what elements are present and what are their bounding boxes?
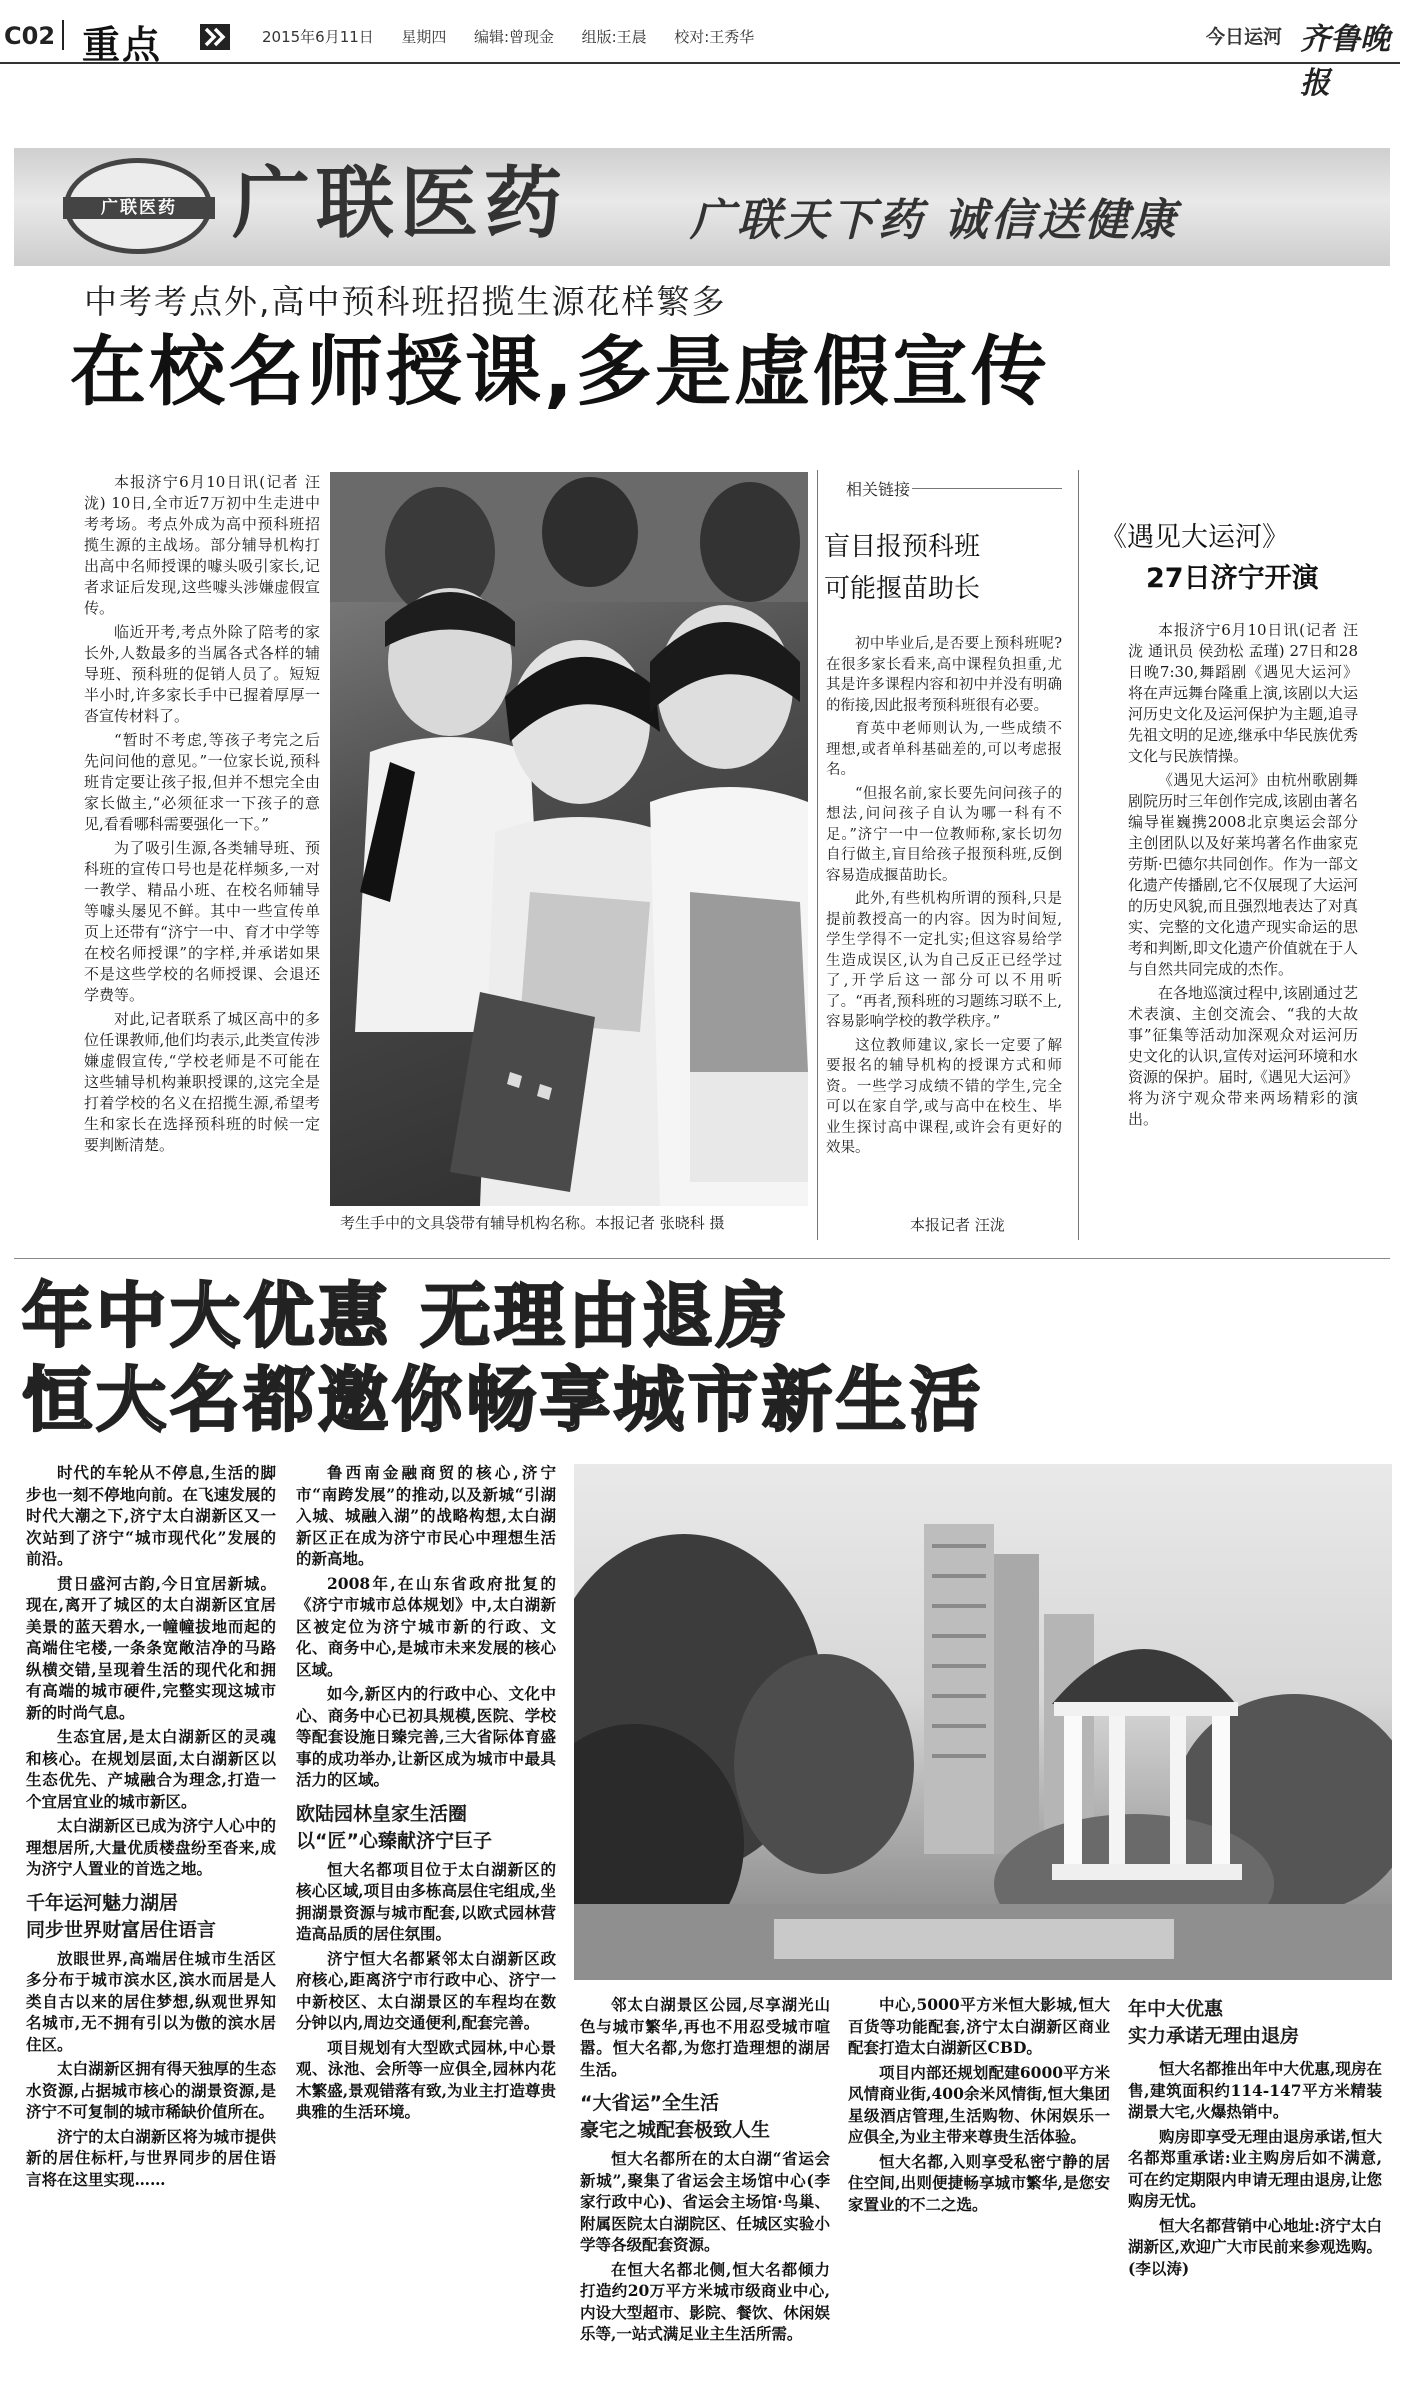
ad-paragraph: 生态宜居,是太白湖新区的灵魂和核心。在规划层面,太白湖新区以生态优先、产城融合为理念,打造一个宜居宜业的城市新区。 (26, 1727, 276, 1811)
ad-paragraph: 恒大名都推出年中大优惠,现房在售,建筑面积约114-147平方米精装湖景大宅,火爆热销中。 (1128, 2059, 1382, 2121)
ad-paragraph: 中心,5000平方米恒大影城,恒大百货等功能配套,济宁太白湖新区商业配套打造太白湖新区CBD。 (848, 1995, 1110, 2057)
related-tag: 相关链接 (846, 480, 911, 499)
main-photo-caption: 考生手中的文具袋带有辅导机构名称。本报记者 张晓科 摄 (340, 1214, 725, 1232)
ad-headline-2: 恒大名都邀你畅享城市新生活 (22, 1359, 984, 1441)
ad-paragraph: 时代的车轮从不停息,生活的脚步也一刻不停地向前。在飞速发展的时代大潮之下,济宁太白湖新区又一次站到了济宁“城市现代化”发展的前沿。 (26, 1463, 276, 1568)
main-paragraph: 临近开考,考点外除了陪考的家长外,人数最多的当属各式各样的辅导班、预科班的促销人员了。短短半小时,许多家长手中已握着厚厚一沓宣传材料了。 (84, 623, 320, 725)
paper-name: 齐鲁晚报 (1300, 22, 1390, 101)
main-paragraph: 本报济宁6月10日讯(记者 汪泷) 10日,全市近7万初中生走进中考考场。考点外成为高中预科班招揽生源的主战场。部分辅导机构打出高中名师授课的噱头吸引家长,记者求证后发现,这些噱头涉嫌虚假宣传。 (84, 473, 320, 617)
side-headline-2: 27日济宁开演 (1146, 563, 1319, 594)
issue-layout: 组版:王晨 (581, 28, 647, 46)
ad-promo-column (1128, 1994, 1382, 2364)
ad-paragraph: 恒大名都,入则享受私密宁静的居住空间,出则便捷畅享城市繁华,是您安家置业的不二之选。 (848, 2151, 1110, 2214)
ad-paragraph: 恒大名都项目位于太白湖新区的核心区域,项目由多栋高层住宅组成,坐拥湖景资源与城市配套,以欧式园林营造高品质的居住氛围。 (296, 1859, 556, 1943)
ad-paragraph: 邻太白湖景区公园,尽享湖光山色与城市繁华,再也不用忍受城市喧嚣。恒大名都,为您打造理想的湖居生活。 (580, 1995, 830, 2079)
ad-paragraph: 项目内部还规划配建6000平方米风情商业街,400余米风情街,恒大集团星级酒店管理,生活购物、休闲娱乐一应俱全,为业主带来尊贵生活体验。 (848, 2062, 1110, 2146)
main-paragraph: 为了吸引生源,各类辅导班、预科班的宣传口号也是花样频多,一对一教学、精品小班、在校名师辅导等噱头屡见不鲜。其中一些宣传单页上还带有“济宁一中、育才中学等在校名师授课”的字样,并承诺如果不是这些学校的名师授课、会退还学费等。 (84, 839, 320, 1004)
ad-column-1 (26, 1462, 276, 2362)
related-paragraph: “但报名前,家长要先问问孩子的想法,问问孩子自认为哪一科有不足。”济宁一中一位教师称,家长切勿自行做主,盲目给孩子报预科班,反倒容易造成揠苗助长。 (826, 785, 1062, 884)
brand-name: 广联医药 (232, 159, 569, 249)
ad-paragraph: 恒大名都营销中心地址:济宁太白湖新区,欢迎广大市民前来参观选购。(李以涛) (1128, 2215, 1382, 2278)
related-paragraph: 此外,有些机构所谓的预科,只是提前教授高一的内容。因为时间短,学生学得不一定扎实;但这容易给学生造成误区,认为自己反正已经学过了,开学后这一部分可以不用听了。“再者,预科班的习题练习联不上,容易影响学校的教学秩序。” (826, 891, 1062, 1030)
ad-paragraph: 购房即享受无理由退房承诺,恒大名都郑重承诺:业主购房后如不满意,可在约定期限内申请无理由退房,让您购房无忧。 (1128, 2126, 1382, 2210)
ad-column-3 (580, 1994, 830, 2364)
ad-paragraph: 太白湖新区已成为济宁人心中的理想居所,大量优质楼盘纷至沓来,成为济宁人置业的首选之地。 (26, 1816, 276, 1878)
related-headline-1: 盲目报预科班 (824, 532, 981, 562)
side-headline-1: 《遇见大运河》 (1100, 522, 1289, 553)
ad-column-4 (848, 1994, 1110, 2364)
ad-paragraph: 项目规划有大型欧式园林,中心景观、泳池、会所等一应俱全,园林内花木繁盛,景观错落有致,为业主打造尊贵典雅的生活环境。 (296, 2037, 556, 2121)
ad-paragraph: 贯日盛河古韵,今日宜居新城。现在,离开了城区的太白湖新区宜居美景的蓝天碧水,一幢幢拔地而起的高端住宅楼,一条条宽敞洁净的马路纵横交错,呈现着生活的现代化和拥有高端的城市硬件,完整实现这城市新的时尚气息。 (26, 1573, 276, 1722)
ad-column-2 (296, 1462, 556, 2362)
main-photo (330, 472, 808, 1206)
page-number: C02 (4, 22, 56, 50)
ad-paragraph: 放眼世界,高端居住城市生活区多分布于城市滨水区,滨水而居是人类自古以来的居住梦想,纵观世界知名城市,无不拥有引以为傲的滨水居住区。 (26, 1948, 276, 2054)
sponsor-banner (14, 148, 1390, 266)
ad-paragraph: 济宁的太白湖新区将为城市提供新的居住标杆,与世界同步的居住语言将在这里实现…… (26, 2126, 276, 2189)
ad-subhead-3a: “大省运”全生活 (580, 2092, 719, 2114)
issue-weekday: 星期四 (401, 28, 447, 46)
ad-subhead-3b: 豪宅之城配套极致人生 (580, 2119, 771, 2141)
ad-promo-subhead-a: 年中大优惠 (1128, 1998, 1224, 2020)
issue-editor: 编辑:曾现金 (473, 28, 555, 46)
ad-paragraph: 太白湖新区拥有得天独厚的生态水资源,占据城市核心的湖景资源,是济宁不可复制的城市稀缺价值所在。 (26, 2059, 276, 2121)
issue-date: 2015年6月11日 (262, 28, 374, 46)
ad-paragraph: 恒大名都所在的太白湖“省运会新城”,聚集了省运会主场馆中心(李家行政中心)、省运会主场馆·鸟巢、附属医院太白湖院区、任城区实验小学等各级配套资源。 (580, 2149, 830, 2254)
ad-subhead-2b: 以“匠”心臻献济宁巨子 (296, 1829, 492, 1852)
issue-proof: 校对:王秀华 (674, 28, 755, 46)
side-paragraph: 本报济宁6月10日讯(记者 汪泷 通讯员 侯劲松 孟瑾) 27日和28日晚7:30,舞蹈剧《遇见大运河》将在声远舞台隆重上演,该剧以大运河历史文化及运河保护为主题,追寻先祖文明的足迹,继承中华民族优秀文化与民族情操。 (1128, 621, 1358, 765)
section-arrow-icon (200, 24, 230, 50)
related-paragraph: 育英中老师则认为,一些成绩不理想,或者单科基础差的,可以考虑报名。 (826, 721, 1062, 778)
header-rule (0, 62, 1400, 64)
related-body (826, 634, 1062, 1228)
side-story-body (1128, 620, 1358, 1236)
ad-headline-1: 年中大优惠 无理由退房 (22, 1275, 791, 1357)
side-paragraph: 在各地巡演过程中,该剧通过艺术表演、主创交流会、“我的大故事”征集等活动加深观众对运河历史文化的认识,宣传对运河环境和水资源的保护。届时,《遇见大运河》将为济宁观众带来两场精彩的演出。 (1128, 984, 1358, 1128)
main-headline: 在校名师授课,多是虚假宣传 (70, 327, 1050, 416)
ad-photo (574, 1464, 1392, 1980)
related-paragraph: 初中毕业后,是否要上预科班呢?在很多家长看来,高中课程负担重,尤其是许多课程内容和初中并没有明确的衔接,因此报考预科班很有必要。 (826, 636, 1062, 714)
ad-paragraph: 在恒大名都北侧,恒大名都倾力打造约20万平方米城市级商业中心,内设大型超市、影院、餐饮、休闲娱乐等,一站式满足业主生活所需。 (580, 2259, 830, 2343)
ad-subhead-2a: 欧陆园林皇家生活圈 (296, 1802, 468, 1825)
side-paragraph: 《遇见大运河》由杭州歌剧舞剧院历时三年创作完成,该剧由著名编导崔巍携2008北京奥运会部分主创团队以及好莱坞著名作曲家克劳斯·巴德尔共同创作。作为一部文化遗产传播剧,它不仅展现了大运河的历史风貌,而且强烈地表达了对真实、完整的文化遗产现实命运的思考和判断,即文化遗产价值就在于人与自然共同完成的杰作。 (1128, 771, 1358, 978)
brand-slogan: 广联天下药 诚信送健康 (690, 195, 1179, 246)
ad-paragraph: 济宁恒大名都紧邻太白湖新区政府核心,距离济宁市行政中心、济宁一中新校区、太白湖景区的车程均在数分钟以内,周边交通便利,配套完善。 (296, 1948, 556, 2032)
column-divider (817, 470, 818, 1240)
brand-logo-icon (64, 158, 212, 254)
header-divider-mark (62, 20, 64, 50)
brand-logo-text: 广联医药 (101, 198, 177, 218)
main-paragraph: 对此,记者联系了城区高中的多位任课教师,他们均表示,此类宣传涉嫌虚假宣传,“学校老师是不可能在这些辅导机构兼职授课的,这完全是打着学校的名义在招揽生源,希望考生和家长在选择预科班的时候一定要判断清楚。 (84, 1010, 320, 1154)
ad-paragraph: 2008年,在山东省政府批复的《济宁市城市总体规划》中,太白湖新区被定位为济宁城市新的行政、文化、商务中心,是城市未来发展的核心区域。 (296, 1573, 556, 1679)
column-tag: 今日运河 (1206, 26, 1283, 48)
related-tag-rule (912, 488, 1062, 489)
main-kicker: 中考考点外,高中预科班招揽生源花样繁多 (84, 282, 727, 321)
section-title: 重点 (82, 23, 163, 67)
related-headline-2: 可能揠苗助长 (824, 574, 981, 604)
column-divider (1078, 470, 1079, 1240)
section-divider (14, 1258, 1390, 1259)
main-story-body (84, 472, 320, 1238)
related-byline: 本报记者 汪泷 (910, 1216, 1005, 1234)
ad-subhead-1a: 千年运河魅力湖居 (26, 1891, 179, 1914)
ad-paragraph: 如今,新区内的行政中心、文化中心、商务中心已初具规模,医院、学校等配套设施日臻完善,三大省际体育盛事的成功举办,让新区成为城市中最具活力的区域。 (296, 1684, 556, 1789)
ad-promo-subhead-b: 实力承诺无理由退房 (1128, 2025, 1300, 2047)
related-paragraph: 这位教师建议,家长一定要了解要报名的辅导机构的授课方式和师资。一些学习成绩不错的学生,完全可以在家自学,或与高中在校生、毕业生探讨高中课程,或许会有更好的效果。 (826, 1037, 1062, 1156)
main-paragraph: “暂时不考虑,等孩子考完之后先问问他的意见。”一位家长说,预科班肯定要让孩子报,但并不想完全由家长做主,“必须征求一下孩子的意见,看看哪科需要强化一下。” (84, 731, 320, 833)
issue-meta (262, 26, 754, 47)
ad-subhead-1b: 同步世界财富居住语言 (26, 1918, 217, 1941)
ad-paragraph: 鲁西南金融商贸的核心,济宁市“南跨发展”的推动,以及新城“引湖入城、城融入湖”的战略构想,太白湖新区正在成为济宁市民心中理想生活的新高地。 (296, 1463, 556, 1568)
